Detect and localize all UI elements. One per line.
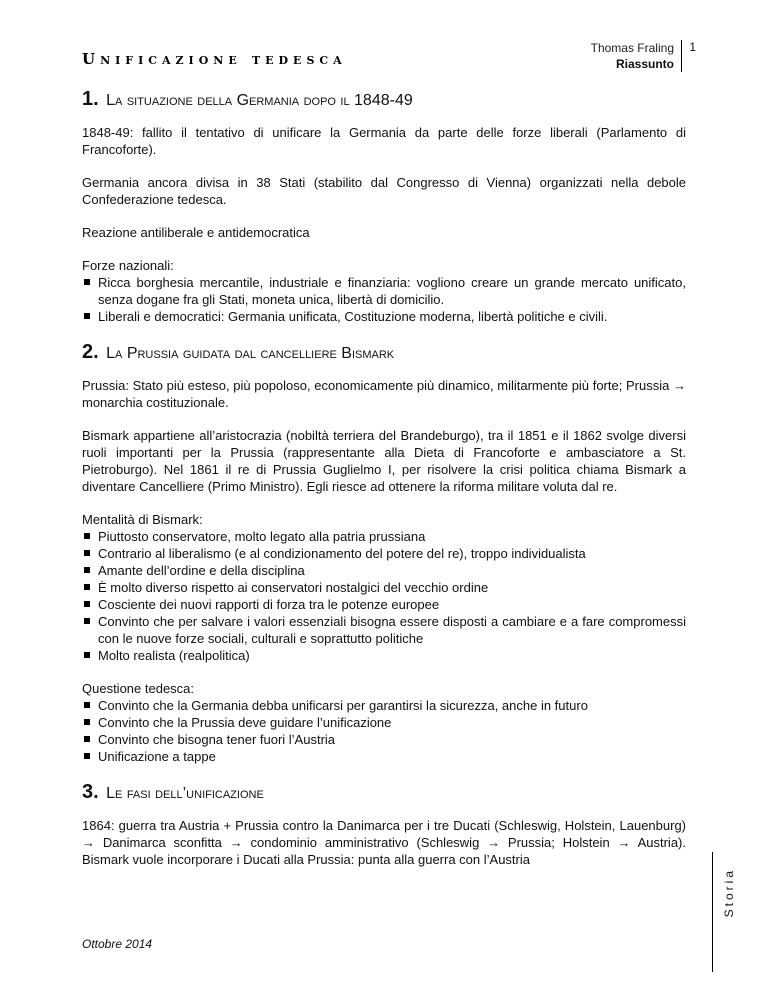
paragraph: Reazione antiliberale e antidemocratica (82, 225, 310, 240)
subject-label: Storia (722, 868, 736, 918)
section-heading-1: 1. La situazione della Germania dopo il 1848-49 (82, 88, 413, 110)
bullet-block (82, 511, 686, 664)
paragraph: 1864: guerra tra Austria + Prussia contro la Danimarca per i tre Ducati (Schleswig, Holstein, Lauenburg) → Danimarca sconfitta → condominio amministrativo (Schleswig → Prussia; Holstein → Austria). Bismark vuole incorporare i Ducati alla Prussia: punta alla guerra con l’Austria (82, 818, 686, 867)
header-meta (591, 40, 674, 72)
bullet-list (82, 274, 686, 325)
list-item: Convinto che per salvare i valori essenziali bisogna essere disposti a cambiare e a fare compromessi con le nuove forze sociali, culturali e soprattutto politiche (82, 613, 686, 647)
section-heading-3: 3. Le fasi dell’unificazione (82, 781, 264, 803)
document-body (82, 88, 686, 884)
list-intro: Questione tedesca: (82, 681, 195, 696)
paragraph: 1848-49: fallito il tentativo di unificare la Germania da parte delle forze liberali (Parlamento di Francoforte). (82, 125, 686, 157)
list-intro: Mentalità di Bismark: (82, 512, 203, 527)
footer-date: Ottobre 2014 (82, 937, 153, 951)
list-item: Ricca borghesia mercantile, industriale e finanziaria: vogliono creare un grande mercato unificato, senza dogane fra gli Stati, moneta unica, libertà di domicilio. (82, 274, 686, 308)
list-item: Liberali e democratici: Germania unificata, Costituzione moderna, libertà politiche e civili. (82, 308, 686, 325)
bullet-list (82, 697, 686, 765)
document-title: Unificazione tedesca (82, 50, 347, 68)
list-item: È molto diverso rispetto ai conservatori nostalgici del vecchio ordine (82, 579, 686, 596)
bullet-list (82, 528, 686, 664)
sidebar-divider (712, 852, 713, 972)
page-number: 1 (689, 40, 696, 54)
list-item: Convinto che bisogna tener fuori l’Austria (82, 731, 686, 748)
list-item: Contrario al liberalismo (e al condizionamento del potere del re), troppo individualista (82, 545, 686, 562)
list-item: Convinto che la Prussia deve guidare l’unificazione (82, 714, 686, 731)
section-heading-2: 2. La Prussia guidata dal cancelliere Bismark (82, 341, 395, 363)
bullet-block (82, 680, 686, 765)
header-divider (681, 40, 682, 72)
list-intro: Forze nazionali: (82, 258, 174, 273)
list-item: Piuttosto conservatore, molto legato alla patria prussiana (82, 528, 686, 545)
paragraph: Germania ancora divisa in 38 Stati (stabilito dal Congresso di Vienna) organizzati nella debole Confederazione tedesca. (82, 175, 686, 207)
page-header (82, 38, 702, 74)
list-item: Molto realista (realpolitica) (82, 647, 686, 664)
list-item: Unificazione a tappe (82, 748, 686, 765)
list-item: Cosciente dei nuovi rapporti di forza tra le potenze europee (82, 596, 686, 613)
document-type: Riassunto (615, 57, 674, 71)
list-item: Convinto che la Germania debba unificarsi per garantirsi la sicurezza, anche in futuro (82, 697, 686, 714)
paragraph: Prussia: Stato più esteso, più popoloso, economicamente più dinamico, militarmente più forte; Prussia → monarchia costituzionale. (82, 378, 686, 410)
list-item: Amante dell’ordine e della disciplina (82, 562, 686, 579)
paragraph: Bismark appartiene all’aristocrazia (nobiltà terriera del Brandeburgo), tra il 1851 e il 1862 svolge diversi ruoli importanti per la Prussia (rappresentante alla Dieta di Francoforte e ambasciatore a St. Pietroburgo). Nel 1861 il re di Prussia Guglielmo I, per risolvere la crisi politica chiama Bismark a diventare Cancelliere (Primo Ministro). Egli riesce ad ottenere la riforma militare voluta dal re. (82, 428, 686, 494)
author-name: Thomas Fraling (590, 41, 674, 55)
bullet-block (82, 257, 686, 325)
